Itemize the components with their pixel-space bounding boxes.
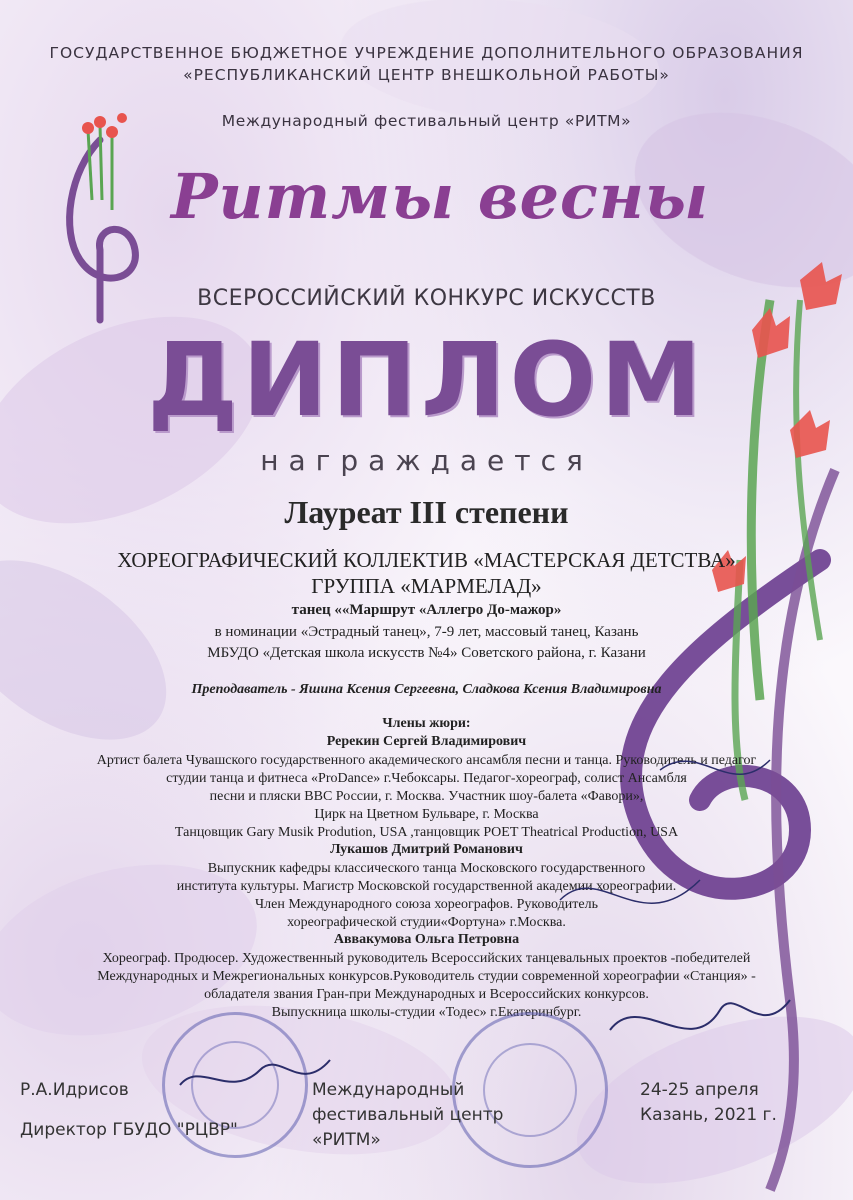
diploma-title: ДИПЛОМ	[147, 321, 706, 440]
footer-center-line-3: «РИТМ»	[312, 1130, 381, 1150]
jury-member-line: Выпускник кафедры классического танца Московского государственного	[207, 861, 646, 876]
contest-title: ВСЕРОССИЙСКИЙ КОНКУРС ИСКУССТВ	[197, 286, 656, 311]
jury-member-line: Хореограф. Продюсер. Художественный руководитель Всероссийских танцевальных проектов -победителей	[102, 951, 751, 966]
nomination: в номинации «Эстрадный танец», 7-9 лет, массовый танец, Казань	[214, 624, 639, 640]
jury-member-line: песни и пляски ВВС России, г. Москва. Участник шоу-балета «Фавори»,	[209, 789, 644, 804]
signer-name: Р.А.Идрисов	[20, 1080, 129, 1100]
jury-member-line: студии танца и фитнеса «ProDance» г.Чебоксары. Педагог-хореограф, солист Ансамбля	[166, 771, 687, 786]
jury-member-line: Танцовщик Gary Musik Prodution, USA ,танцовщик POET Theatrical Production, USA	[174, 825, 679, 840]
footer-center-line-2: фестивальный центр	[312, 1105, 504, 1125]
collective-line-1: ХОРЕОГРАФИЧЕСКИЙ КОЛЛЕКТИВ «МАСТЕРСКАЯ ДЕТСТВА»	[117, 548, 736, 572]
org-line-1: ГОСУДАРСТВЕННОЕ БЮДЖЕТНОЕ УЧРЕЖДЕНИЕ ДОПОЛНИТЕЛЬНОГО ОБРАЗОВАНИЯ	[49, 44, 804, 62]
jury-member-line: Выпускница школы-студии «Тодес» г.Екатеринбург.	[271, 1005, 582, 1020]
jury-member-line: Артист балета Чувашского государственного академического ансамбля песни и танца. Руководитель и педагог	[96, 753, 757, 768]
brand-title: Ритмы весны	[170, 160, 710, 233]
jury-member-line: Цирк на Цветном Бульваре, г. Москва	[314, 807, 539, 822]
teacher: Преподаватель - Яшина Ксения Сергеевна, Сладкова Ксения Владимировна	[191, 682, 662, 697]
jury-member-name: Ререкин Сергей Владимирович	[326, 734, 527, 749]
jury-member-line: обладателя звания Гран-при Международных и Всероссийских конкурсов.	[204, 987, 649, 1002]
school: МБУДО «Детская школа искусств №4» Советского района, г. Казани	[207, 645, 646, 661]
footer-center-line-1: Международный	[312, 1080, 465, 1100]
org-line-2: «РЕСПУБЛИКАНСКИЙ ЦЕНТР ВНЕШКОЛЬНОЙ РАБОТЫ»	[183, 66, 670, 84]
jury-member-line: института культуры. Магистр Московской государственной академии хореографии.	[176, 879, 677, 894]
jury-member-line: Международных и Межрегиональных конкурсов.Руководитель студии современной хореографии «Станция» -	[97, 969, 756, 984]
jury-member-line: Член Международного союза хореографов. Руководитель	[255, 897, 598, 912]
jury-heading: Члены жюри:	[382, 716, 471, 731]
event-city-year: Казань, 2021 г.	[640, 1105, 777, 1125]
awarded-label: награждается	[260, 444, 593, 477]
collective-line-2: ГРУППА «МАРМЕЛАД»	[311, 574, 542, 598]
jury-member-name: Аввакумова Ольга Петровна	[333, 932, 520, 947]
jury-member-name: Лукашов Дмитрий Романович	[330, 842, 523, 857]
dance-title: танец ««Маршрут «Аллегро До-мажор»	[291, 602, 562, 618]
jury-member-line: хореографической студии«Фортуна» г.Москва.	[287, 915, 566, 930]
award-level: Лауреат III степени	[284, 494, 569, 530]
festival-center: Международный фестивальный центр «РИТМ»	[221, 112, 632, 130]
signer-title: Директор ГБУДО "РЦВР"	[20, 1120, 238, 1140]
event-dates: 24-25 апреля	[640, 1080, 759, 1100]
